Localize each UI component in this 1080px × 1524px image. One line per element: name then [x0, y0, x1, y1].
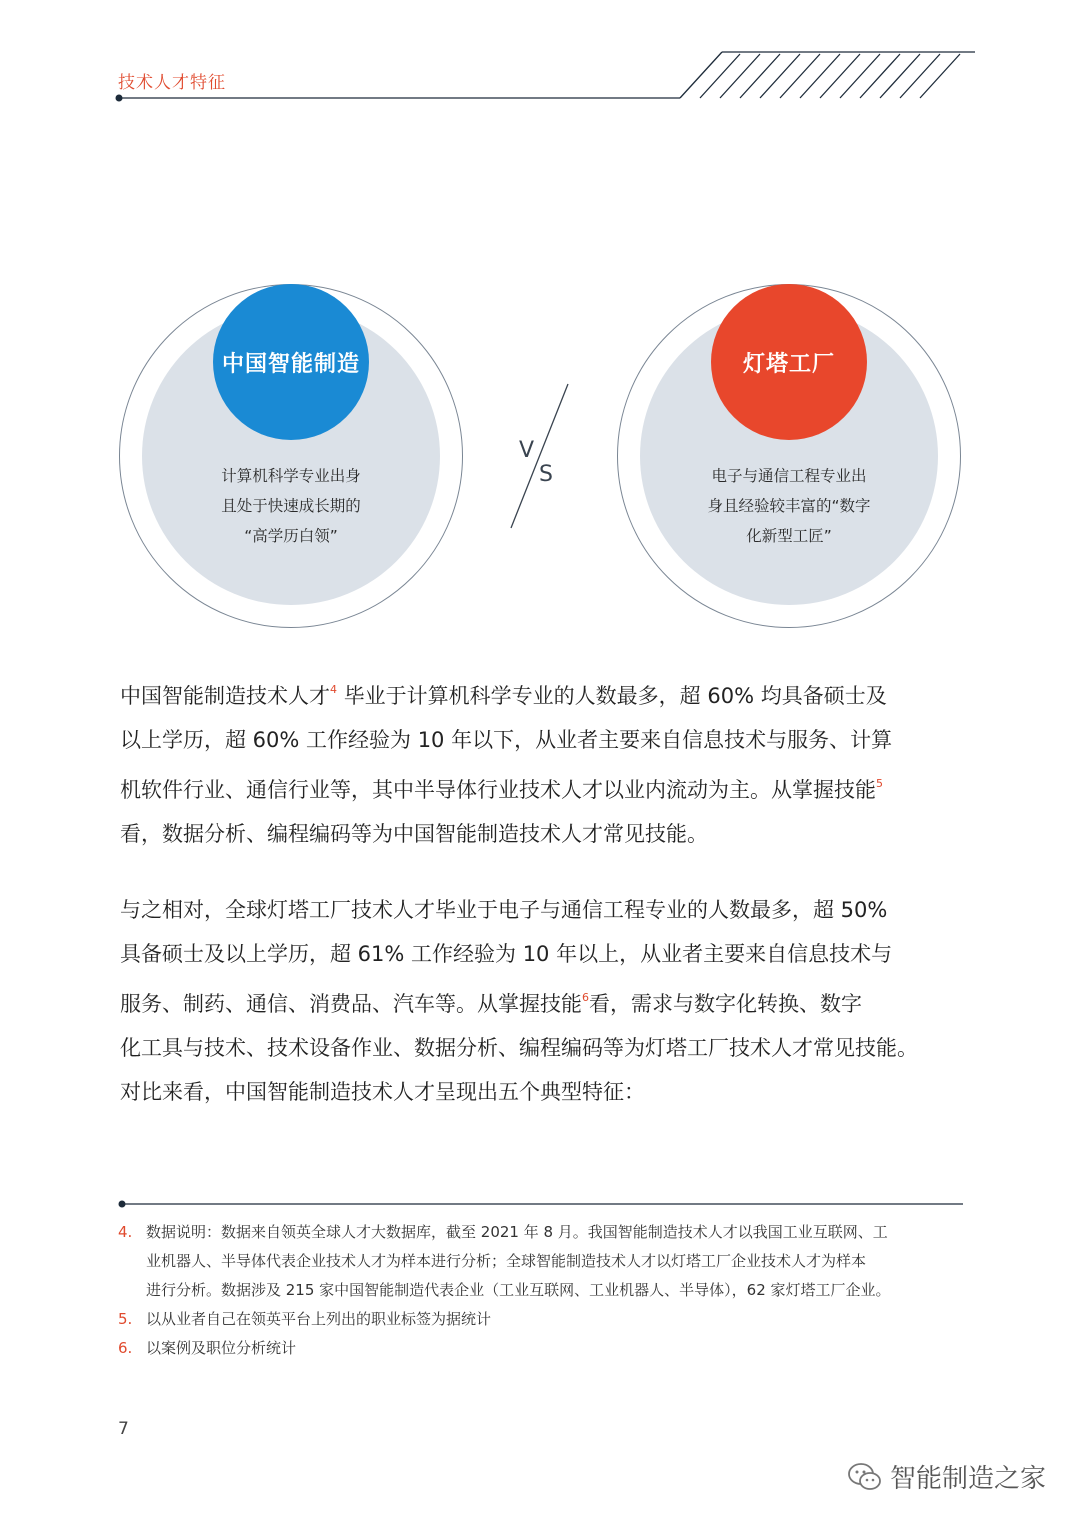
footnote-ref-4[interactable]: 4	[330, 683, 337, 696]
left-circle-desc: 计算机科学专业出身 且处于快速成长期的 “高学历白领”	[221, 467, 361, 545]
right-circle-title: 灯塔工厂	[711, 284, 867, 440]
vs-letter-v: V	[519, 438, 535, 463]
left-circle-title: 中国智能制造	[213, 284, 369, 440]
section-title: 技术人才特征	[118, 73, 226, 93]
footnote-6: 6. 以案例及职位分析统计	[118, 1339, 297, 1357]
footnote-4: 4. 数据说明：数据来自领英全球人才大数据库，截至 2021 年 8 月。我国智能制造技术人才以我国工业互联网、工 业机器人、半导体代表企业技术人才为样本进行分析；全球智能制造技术人才以灯塔工厂企业技术人才为样本 进行分析。数据涉及 215 家中国智能制造代表企业（工业互联网、工业机器人、半导体），62 家灯塔工厂企业。	[118, 1223, 891, 1299]
page-number: 7	[118, 1419, 129, 1439]
watermark	[848, 1458, 1046, 1495]
wechat-icon	[848, 1462, 882, 1492]
footnote-ref-6[interactable]: 6	[582, 991, 589, 1004]
footnote-divider	[118, 1200, 968, 1210]
footnote-ref-5[interactable]: 5	[876, 777, 883, 790]
watermark-text: 智能制造之家	[889, 1464, 1046, 1494]
paragraph-lighthouse: 与之相对，全球灯塔工厂技术人才毕业于电子与通信工程专业的人数最多，超 50% 具备硕士及以上学历，超 61% 工作经验为 10 年以上，从业者主要来自信息技术与 服务、制药、通信、消费品、汽车等。从掌握技能$^6$看，需求与数字化转换、数字 化工具与技术、技术设备作业、数据分析、编程编码等为灯塔工厂技术人才常见技能。 对比来看，中国智能制造技术人才呈现出五个典型特征：	[120, 898, 918, 1104]
right-circle-desc: 电子与通信工程专业出 身且经验较丰富的“数字 化新型工匠”	[707, 467, 871, 545]
footnotes	[118, 1218, 968, 1363]
footnote-5: 5. 以从业者自己在领英平台上列出的职业标签为据统计	[118, 1310, 492, 1328]
paragraph-china: 中国智能制造技术人才$^4$ 毕业于计算机科学专业的人数最多，超 60% 均具备硕士及 以上学历，超 60% 工作经验为 10 年以下，从业者主要来自信息技术与服务、计算 机软件行业、通信行业等，其中半导体行业技术人才以业内流动为主。从掌握技能$^5$ 看，数据分析、编程编码等为中国智能制造技术人才常见技能。	[120, 683, 893, 846]
vs-letter-s: S	[539, 462, 553, 487]
